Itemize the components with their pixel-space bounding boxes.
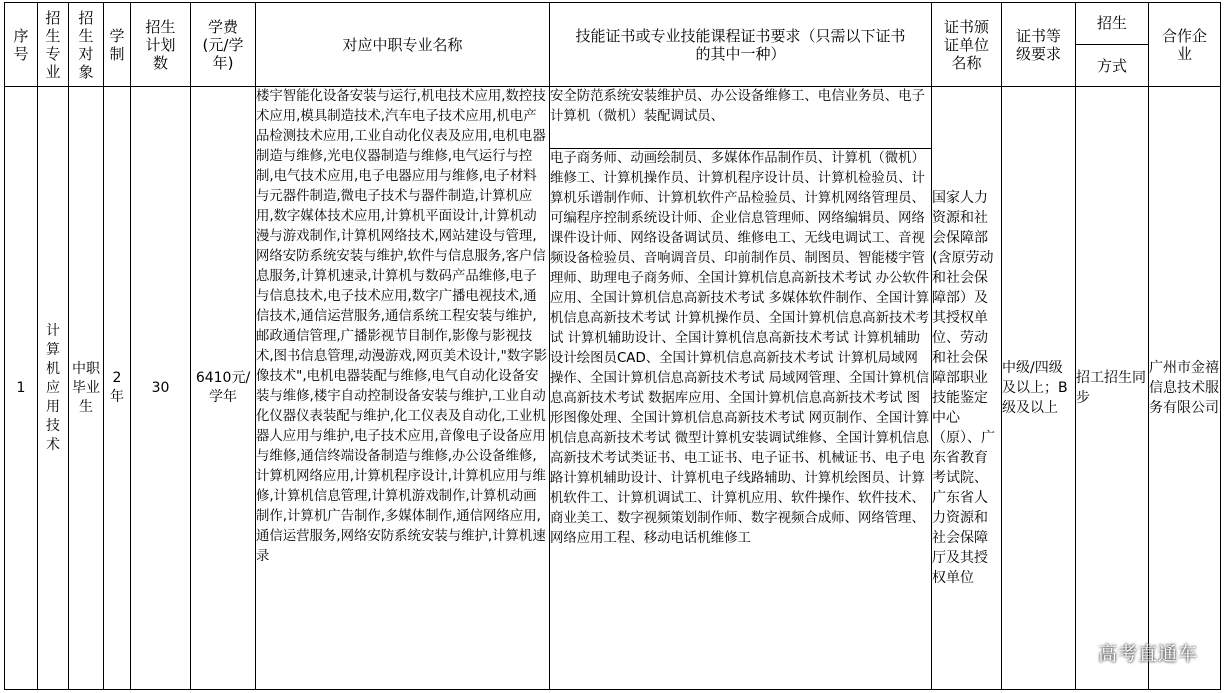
header-grade: 证书等 级要求	[1002, 3, 1076, 87]
data-row	[5, 87, 1221, 149]
header-cert-requirement: 技能证书或专业技能课程证书要求（只需以下证书 的其中一种）	[550, 3, 932, 87]
header-fee: 学费 (元/学 年)	[191, 3, 256, 87]
cell-plan: 30	[131, 87, 191, 690]
cell-grade: 中级/四级及以上；B级及以上	[1002, 87, 1076, 690]
header-plan: 招生 计划 数	[131, 3, 191, 87]
cell-partner: 广州市金禧信息技术服务有限公司	[1149, 87, 1221, 690]
header-seq: 序 号	[5, 3, 38, 87]
header-major: 招 生 专 业	[38, 3, 69, 87]
cell-method: 招工招生同步	[1076, 87, 1149, 690]
header-duration: 学 制	[104, 3, 131, 87]
header-vocational: 对应中职专业名称	[256, 3, 550, 87]
watermark-text: 高考直通车	[1097, 643, 1198, 665]
enrollment-table	[4, 2, 1221, 690]
cell-vocational-majors: 楼宇智能化设备安装与运行,机电技术应用,数控技术应用,模具制造技术,汽车电子技术应用,机电产品检测技术应用,工业自动化仪表及应用,电机电器制造与维修,光电仪器制造与维修,电气运行与控制,电气技术应用,电子电器应用与维修,电子材料与元器件制造,微电子技术与器件制造,计算机应用,数字媒体技术应用,计算机平面设计,计算机动漫与游戏制作,计算机网络技术,网站建设与管理,网络安防系统安装与维护,软件与信息服务,客户信息服务,计算机速录,计算机与数码产品维修,电子与信息技术,电子技术应用,数字广播电视技术,通信技术,通信运营服务,通信系统工程安装与维护,邮政通信管理,广播影视节目制作,影像与影视技术,图书信息管理,动漫游戏,网页美术设计,"数字影像技术",电机电器装配与维修,电气自动化设备安装与维修,楼宇自动控制设备安装与维护,工业自动化仪器仪表装配与维护,化工仪表及自动化,工业机器人应用与维护,电子技术应用,音像电子设备应用与维修,通信终端设备制造与维修,办公设备维修,计算机网络应用,计算机程序设计,计算机应用与维修,计算机信息管理,计算机游戏制作,计算机动画制作,计算机广告制作,多媒体制作,通信网络应用,通信运营服务,网络安防系统安装与维护,计算机速录	[256, 87, 550, 690]
header-partner: 合作企 业	[1149, 3, 1221, 87]
cell-fee: 6410元/ 学年	[191, 87, 256, 690]
cell-major: 计 算 机 应 用 技 术	[38, 87, 69, 690]
cell-issuer: 国家人力资源和社会保障部(含原劳动和社会保障部）及其授权单位、劳动和社会保障部职业技能鉴定中心（原）、广东省教育考试院、广东省人力资源和社会保障厅及其授权单位	[932, 87, 1002, 690]
header-target: 招 生 对 象	[69, 3, 104, 87]
cell-duration: 2 年	[104, 87, 131, 690]
cell-cert-list-2: 电子商务师、动画绘制员、多媒体作品制作员、计算机（微机）维修工、计算机操作员、计算机程序设计员、计算机检验员、计算机乐谱制作师、计算机软件产品检验员、计算机网络管理员、可编程序控制系统设计师、企业信息管理师、网络编辑员、网络课件设计师、网络设备调试员、维修电工、无线电调试工、音视频设备检验员、音响调音员、印前制作员、制图员、智能楼宇管理师、助理电子商务师、全国计算机信息高新技术考试 办公软件应用、全国计算机信息高新技术考试 多媒体软件制作、全国计算机信息高新技术考试 计算机操作员、全国计算机信息高新技术考试 计算机辅助设计、全国计算机信息高新技术考试 计算机辅助设计绘图员CAD、全国计算机信息高新技术考试 计算机局域网操作、全国计算机信息高新技术考试 局域网管理、全国计算机信息高新技术考试 数据库应用、全国计算机信息高新技术考试 图形图像处理、全国计算机信息高新技术考试 网页制作、全国计算机信息高新技术考试 微型计算机安装调试维修、全国计算机信息高新技术考试类证书、电工证书、电子证书、机械证书、电子电路计算机辅助设计、计算机电子线路辅助、计算机绘图员、计算机软件工、计算机调试工、计算机应用、软件操作、软件技术、商业美工、数字视频策划制作师、数字视频合成师、网络管理、网络应用工程、移动电话机维修工	[550, 149, 932, 690]
header-method: 招生 方式	[1076, 3, 1149, 87]
cell-cert-list-1: 安全防范系统安装维护员、办公设备维修工、电信业务员、电子计算机（微机）装配调试员、	[550, 87, 932, 149]
header-issuer: 证书颁 证单位 名称	[932, 3, 1002, 87]
cell-target: 中职 毕业 生	[69, 87, 104, 690]
header-row	[5, 3, 1221, 87]
cell-seq: 1	[5, 87, 38, 690]
